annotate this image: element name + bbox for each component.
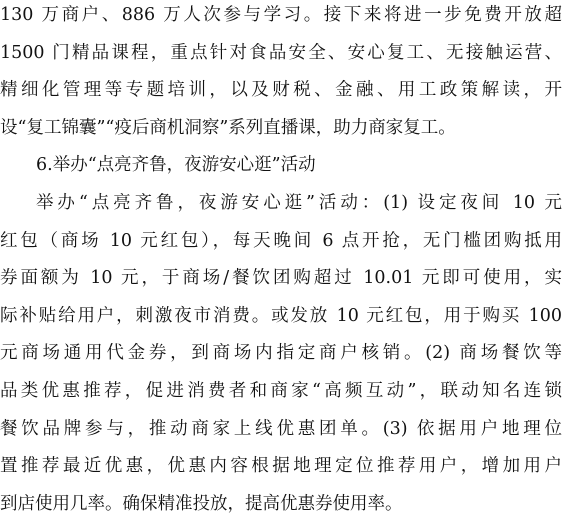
- text-line: 1500 门精品课程，重点针对食品安全、安心复工、无接触运营、: [0, 42, 562, 63]
- text-line: 置推荐最近优惠，优惠内容根据地理定位推荐用户，增加用户: [0, 456, 562, 477]
- text-line: 到店使用几率。确保精准投放，提高优惠券使用率。: [0, 493, 403, 514]
- text-line: 餐饮品牌参与，推动商家上线优惠团单。(3) 依据用户地理位: [0, 418, 562, 439]
- text-line: 红包（商场 10 元红包），每天晚间 6 点开抢，无门槛团购抵用: [0, 230, 562, 251]
- section-heading: 6.举办“点亮齐鲁，夜游安心逛”活动: [36, 155, 316, 176]
- text-line: 元商场通用代金券，到商场内指定商户核销。(2) 商场餐饮等: [0, 343, 562, 364]
- text-line: 设“复工锦囊”“疫后商机洞察”系列直播课，助力商家复工。: [0, 117, 456, 138]
- text-line: 举办“点亮齐鲁，夜游安心逛”活动：(1) 设定夜间 10 元: [36, 193, 562, 213]
- text-line: 精细化管理等专题培训，以及财税、金融、用工政策解读，开: [0, 80, 562, 101]
- text-line: 品类优惠推荐，促进消费者和商家“高频互动”，联动知名连锁: [0, 381, 562, 401]
- text-line: 际补贴给用户，刺激夜市消费。或发放 10 元红包，用于购买 100: [0, 305, 562, 326]
- text-line: 130 万商户、886 万人次参与学习。接下来将进一步免费开放超: [0, 5, 562, 25]
- text-line: 券面额为 10 元，于商场/餐饮团购超过 10.01 元即可使用，实: [0, 268, 562, 289]
